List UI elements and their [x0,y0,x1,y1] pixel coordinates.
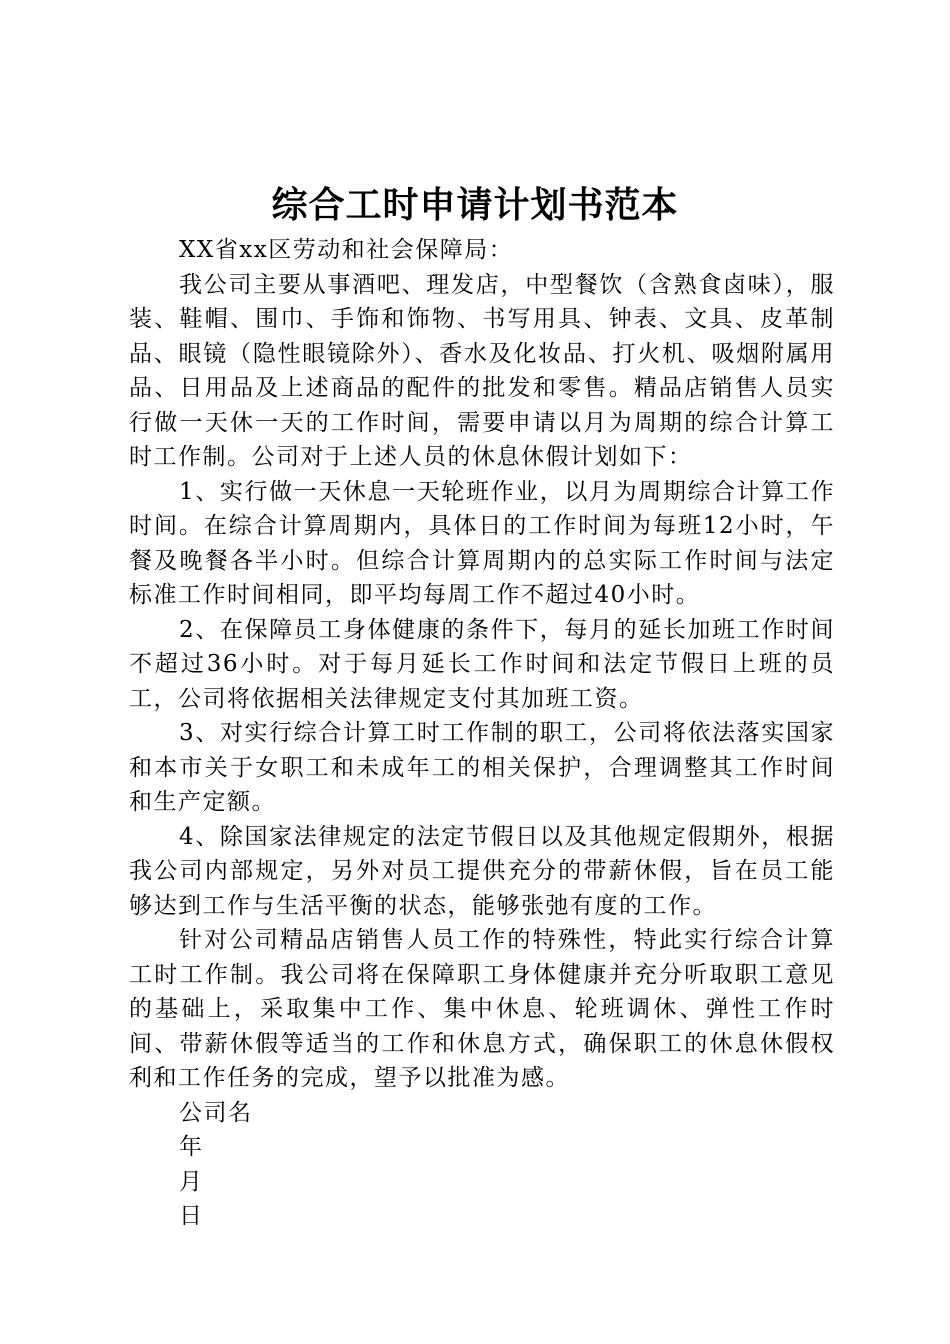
signature-month: 月 [179,1168,204,1195]
paragraph-item-4: 4、除国家法律规定的法定节假日以及其他规定假期外，根据我公司内部规定，另外对员工提供充分的带薪休假，旨在员工能够达到工作与生活平衡的状态，能够张弛有度的工作。 [129,823,835,919]
signature-year: 年 [179,1134,204,1160]
signature-company: 公司名 [179,1099,253,1126]
paragraph-item-1: 1、实行做一天休息一天轮班作业，以月为周期综合计算工作时间。在综合计算周期内，具体日的工作时间为每班12小时，午餐及晚餐各半小时。但综合计算周期内的总实际工作时间与法定标准工作时间相同，即平均每周工作不超过40小时。 [129,478,835,608]
paragraph-item-2: 2、在保障员工身体健康的条件下，每月的延长加班工作时间不超过36小时。对于每月延长工作时间和法定节假日上班的员工，公司将依据相关法律规定支付其加班工资。 [129,616,835,712]
signature-day: 日 [179,1203,204,1229]
paragraph-item-3: 3、对实行综合计算工时工作制的职工，公司将依法落实国家和本市关于女职工和未成年工的相关保护，合理调整其工作时间和生产定额。 [129,720,835,815]
document-title: 综合工时申请计划书范本 [271,185,679,226]
salutation: XX省xx区劳动和社会保障局： [179,237,514,263]
document-body [129,233,835,1234]
paragraph-intro: 我公司主要从事酒吧、理发店，中型餐饮（含熟食卤味），服装、鞋帽、围巾、手饰和饰物、书写用具、钟表、文具、皮革制品、眼镜（隐性眼镜除外）、香水及化妆品、打火机、吸烟附属用品、日用品及上述商品的配件的批发和零售。精品店销售人员实行做一天休一天的工作时间，需要申请以月为周期的综合计算工时工作制。公司对于上述人员的休息休假计划如下： [129,271,835,470]
paragraph-conclusion: 针对公司精品店销售人员工作的特殊性，特此实行综合计算工时工作制。我公司将在保障职工身体健康并充分听取职工意见的基础上，采取集中工作、集中休息、轮班调休、弹性工作时间、带薪休假等适当的工作和休息方式，确保职工的休息休假权利和工作任务的完成，望予以批准为感。 [129,927,835,1091]
